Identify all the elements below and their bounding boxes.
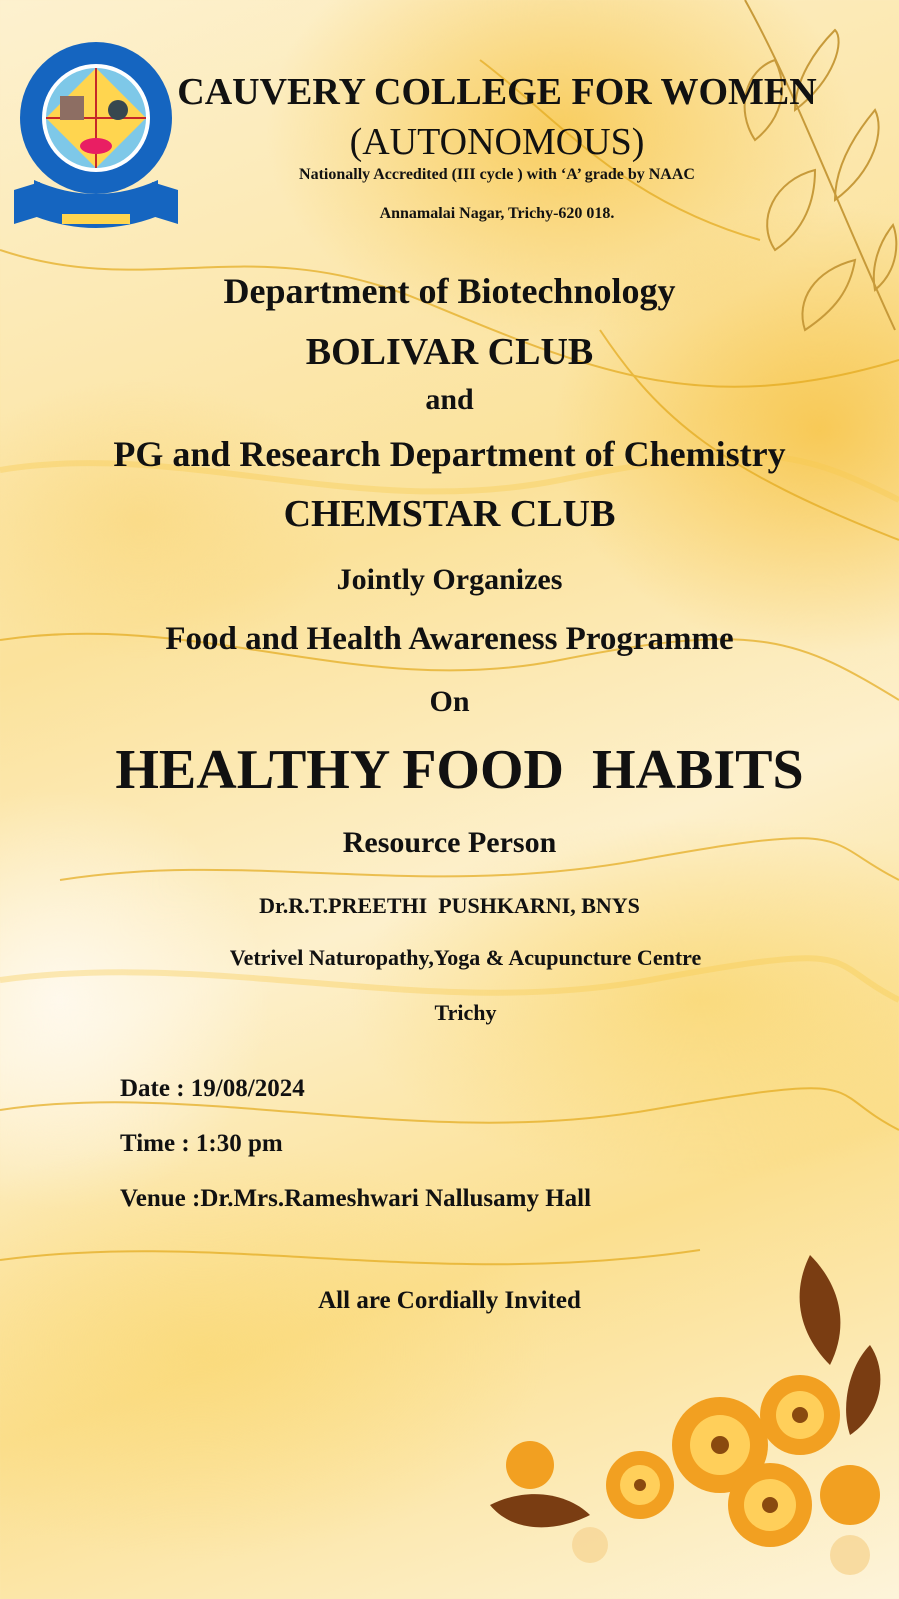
resource-organization: Vetrivel Naturopathy,Yoga & Acupuncture Centre xyxy=(229,945,702,970)
accreditation-text: Nationally Accredited (III cycle ) with ‘A’ grade by NAAC xyxy=(299,166,695,183)
bolivar-club: BOLIVAR CLUB xyxy=(305,331,594,373)
event-venue: Venue :Dr.Mrs.Rameshwari Nallusamy Hall xyxy=(120,1185,592,1212)
and-text: and xyxy=(425,383,474,416)
event-time: Time : 1:30 pm xyxy=(120,1130,283,1157)
college-name: CAUVERY COLLEGE FOR WOMEN xyxy=(177,71,817,113)
invitation-text: All are Cordially Invited xyxy=(318,1287,581,1314)
resource-person-name: Dr.R.T.PREETHI PUSHKARNI, BNYS xyxy=(259,893,640,918)
event-title: HEALTHY FOOD HABITS xyxy=(115,739,804,801)
programme-name: Food and Health Awareness Programme xyxy=(165,621,734,657)
event-date: Date : 19/08/2024 xyxy=(120,1075,305,1102)
department-chemistry: PG and Research Department of Chemistry xyxy=(113,434,786,474)
flower-bouquet-decoration xyxy=(470,1215,899,1599)
resource-city: Trichy xyxy=(434,1000,497,1025)
chemstar-club: CHEMSTAR CLUB xyxy=(283,493,616,535)
resource-person-heading: Resource Person xyxy=(342,826,557,859)
jointly-organizes: Jointly Organizes xyxy=(336,563,563,596)
college-status: (AUTONOMOUS) xyxy=(349,121,645,163)
college-address: Annamalai Nagar, Trichy-620 018. xyxy=(379,205,615,222)
department-biotechnology: Department of Biotechnology xyxy=(223,271,676,311)
on-text: On xyxy=(429,685,470,718)
